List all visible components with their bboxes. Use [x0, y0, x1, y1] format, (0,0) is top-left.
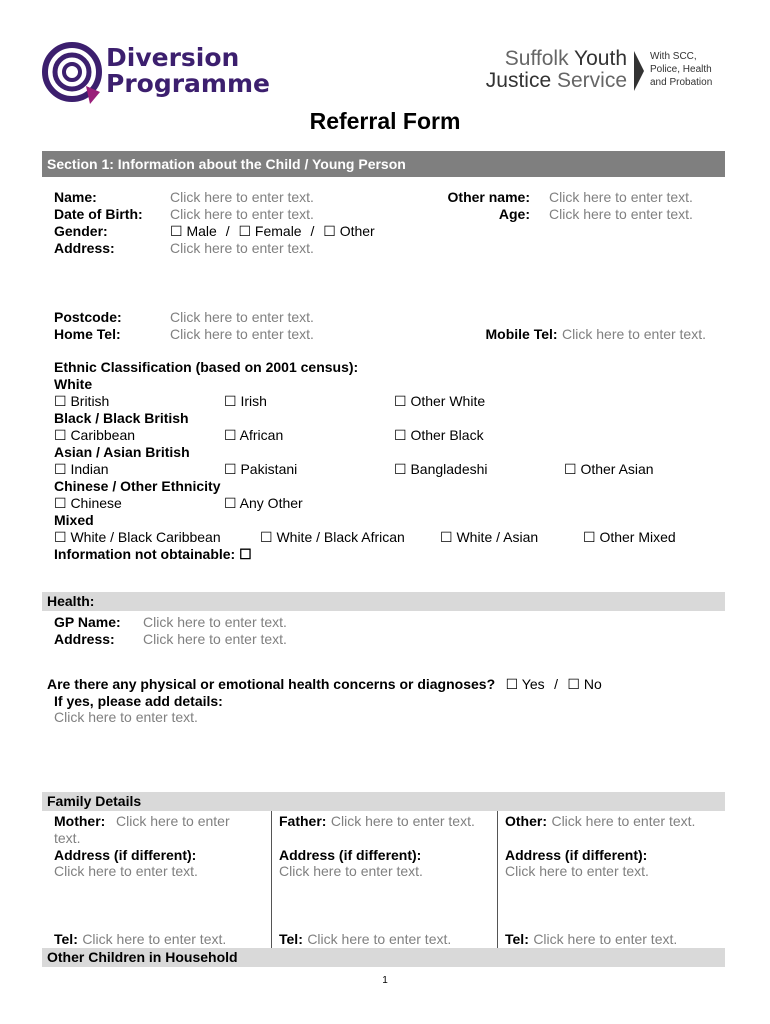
other-carer-tel: [505, 931, 677, 949]
health-question-text: Are there any physical or emotional health concerns or diagnoses?: [47, 676, 496, 692]
ethnic-pakistani-checkbox[interactable]: ☐ Pakistani: [224, 461, 298, 477]
other-carer-label: Other:: [505, 813, 547, 829]
gp-address-label: Address:: [54, 631, 115, 647]
diversion-logo-icon: [42, 42, 106, 108]
gender-sep-2: /: [310, 223, 315, 239]
health-details-field[interactable]: Click here to enter text.: [54, 709, 198, 725]
father-tel-field[interactable]: Click here to enter text.: [307, 931, 452, 947]
ethnic-other-white-checkbox[interactable]: ☐ Other White: [394, 393, 486, 409]
ethnic-not-obtainable-checkbox[interactable]: Information not obtainable: ☐: [54, 546, 252, 562]
ethnic-indian-checkbox[interactable]: ☐ Indian: [54, 461, 109, 477]
other-carer-tel-field[interactable]: Click here to enter text.: [533, 931, 678, 947]
gender-female-checkbox[interactable]: ☐ Female: [238, 223, 302, 239]
mother-address-field[interactable]: Click here to enter text.: [54, 863, 198, 879]
mobile-tel: [486, 326, 706, 344]
mobile-tel-label: Mobile Tel:: [485, 326, 558, 342]
gender-options: [170, 223, 375, 240]
postcode-field[interactable]: Click here to enter text.: [170, 309, 314, 325]
family-divider-2: [497, 811, 498, 948]
ethnic-african-checkbox[interactable]: ☐ African: [224, 427, 284, 443]
ethnic-bangladeshi-checkbox[interactable]: ☐ Bangladeshi: [394, 461, 488, 477]
mother-field[interactable]: Click here to enter: [116, 813, 230, 829]
ethnic-caribbean-checkbox[interactable]: ☐ Caribbean: [54, 427, 136, 443]
ethnic-other-mixed-checkbox[interactable]: ☐ Other Mixed: [583, 529, 676, 545]
mother-tel: [54, 931, 226, 949]
other-carer-field[interactable]: Click here to enter text.: [551, 813, 696, 829]
diversion-logo-line2: Programme: [106, 69, 270, 98]
page-number: 1: [382, 975, 388, 986]
gender-male-checkbox[interactable]: ☐ Male: [170, 223, 217, 239]
section1-header: Section 1: Information about the Child / Young Person: [42, 151, 725, 177]
name-label: Name:: [54, 189, 97, 205]
health-details-label: If yes, please add details:: [54, 693, 223, 709]
address-label: Address:: [54, 240, 115, 256]
name-field[interactable]: Click here to enter text.: [170, 189, 314, 205]
dob-label: Date of Birth:: [54, 206, 143, 222]
partner-note-3: and Probation: [650, 77, 713, 88]
gp-name-field[interactable]: Click here to enter text.: [143, 614, 287, 630]
age-label: Age:: [498, 206, 530, 222]
mother-field-cont[interactable]: text.: [54, 830, 81, 846]
gp-name-label: GP Name:: [54, 614, 121, 630]
mother-address-label: Address (if different):: [54, 847, 197, 863]
ethnic-mixed-label: Mixed: [54, 512, 94, 528]
gender-sep-1: /: [225, 223, 230, 239]
diversion-logo-line1: Diversion: [106, 43, 240, 72]
gender-label: Gender:: [54, 223, 108, 239]
ethnic-other-black-checkbox[interactable]: ☐ Other Black: [394, 427, 484, 443]
other-children-header: Other Children in Household: [42, 948, 725, 967]
father-label: Father:: [279, 813, 327, 829]
father-field[interactable]: Click here to enter text.: [330, 813, 475, 829]
health-yes-checkbox[interactable]: ☐ Yes: [505, 676, 545, 692]
father-tel-label: Tel:: [279, 931, 303, 947]
mobile-tel-field[interactable]: Click here to enter text.: [562, 326, 706, 342]
partner-note-2: Police, Health: [650, 64, 712, 75]
partner-logo-service: Service: [556, 69, 627, 92]
partner-note-1: With SCC,: [650, 51, 697, 62]
ethnic-any-other-checkbox[interactable]: ☐ Any Other: [224, 495, 303, 511]
partner-logo: [480, 48, 725, 94]
diversion-logo: [42, 42, 272, 108]
address-field[interactable]: Click here to enter text.: [170, 240, 314, 256]
partner-chevron-icon: [633, 51, 645, 91]
partner-logo-youth: Youth: [574, 47, 627, 70]
ethnic-white-label: White: [54, 376, 93, 392]
family-header: Family Details: [42, 792, 725, 811]
health-question: [47, 676, 602, 694]
father-address-label: Address (if different):: [279, 847, 422, 863]
mother-label: Mother:: [54, 813, 106, 829]
father-tel: [279, 931, 451, 949]
family-divider-1: [271, 811, 272, 948]
home-tel-label: Home Tel:: [54, 326, 121, 342]
health-header: Health:: [42, 592, 725, 611]
gender-other-checkbox[interactable]: ☐ Other: [323, 223, 375, 239]
health-no-checkbox[interactable]: ☐ No: [567, 676, 602, 692]
mother-tel-label: Tel:: [54, 931, 78, 947]
partner-logo-suffolk: Suffolk: [504, 47, 575, 70]
ethnic-asian-label: Asian / Asian British: [54, 444, 190, 460]
health-sep: /: [554, 676, 558, 692]
other-carer: [505, 813, 695, 831]
ethnic-white-asian-checkbox[interactable]: ☐ White / Asian: [440, 529, 539, 545]
ethnic-heading: Ethnic Classification (based on 2001 census):: [54, 359, 359, 375]
ethnic-white-black-african-checkbox[interactable]: ☐ White / Black African: [260, 529, 405, 545]
page-title: Referral Form: [309, 108, 461, 134]
ethnic-chinese-label: Chinese / Other Ethnicity: [54, 478, 221, 494]
other-carer-tel-label: Tel:: [505, 931, 529, 947]
other-name-label: Other name:: [447, 189, 530, 205]
other-carer-address-label: Address (if different):: [505, 847, 648, 863]
other-name-field[interactable]: Click here to enter text.: [549, 189, 693, 205]
father: [279, 813, 475, 831]
age-field[interactable]: Click here to enter text.: [549, 206, 693, 222]
ethnic-british-checkbox[interactable]: ☐ British: [54, 393, 110, 409]
gp-address-field[interactable]: Click here to enter text.: [143, 631, 287, 647]
partner-logo-justice: Justice: [485, 69, 557, 92]
ethnic-irish-checkbox[interactable]: ☐ Irish: [224, 393, 267, 409]
postcode-label: Postcode:: [54, 309, 122, 325]
home-tel-field[interactable]: Click here to enter text.: [170, 326, 314, 342]
ethnic-black-label: Black / Black British: [54, 410, 189, 426]
ethnic-other-asian-checkbox[interactable]: ☐ Other Asian: [564, 461, 654, 477]
dob-field[interactable]: Click here to enter text.: [170, 206, 314, 222]
ethnic-chinese-checkbox[interactable]: ☐ Chinese: [54, 495, 122, 511]
mother-tel-field[interactable]: Click here to enter text.: [82, 931, 227, 947]
ethnic-white-black-caribbean-checkbox[interactable]: ☐ White / Black Caribbean: [54, 529, 221, 545]
other-carer-address-field[interactable]: Click here to enter text.: [505, 863, 649, 879]
father-address-field[interactable]: Click here to enter text.: [279, 863, 423, 879]
